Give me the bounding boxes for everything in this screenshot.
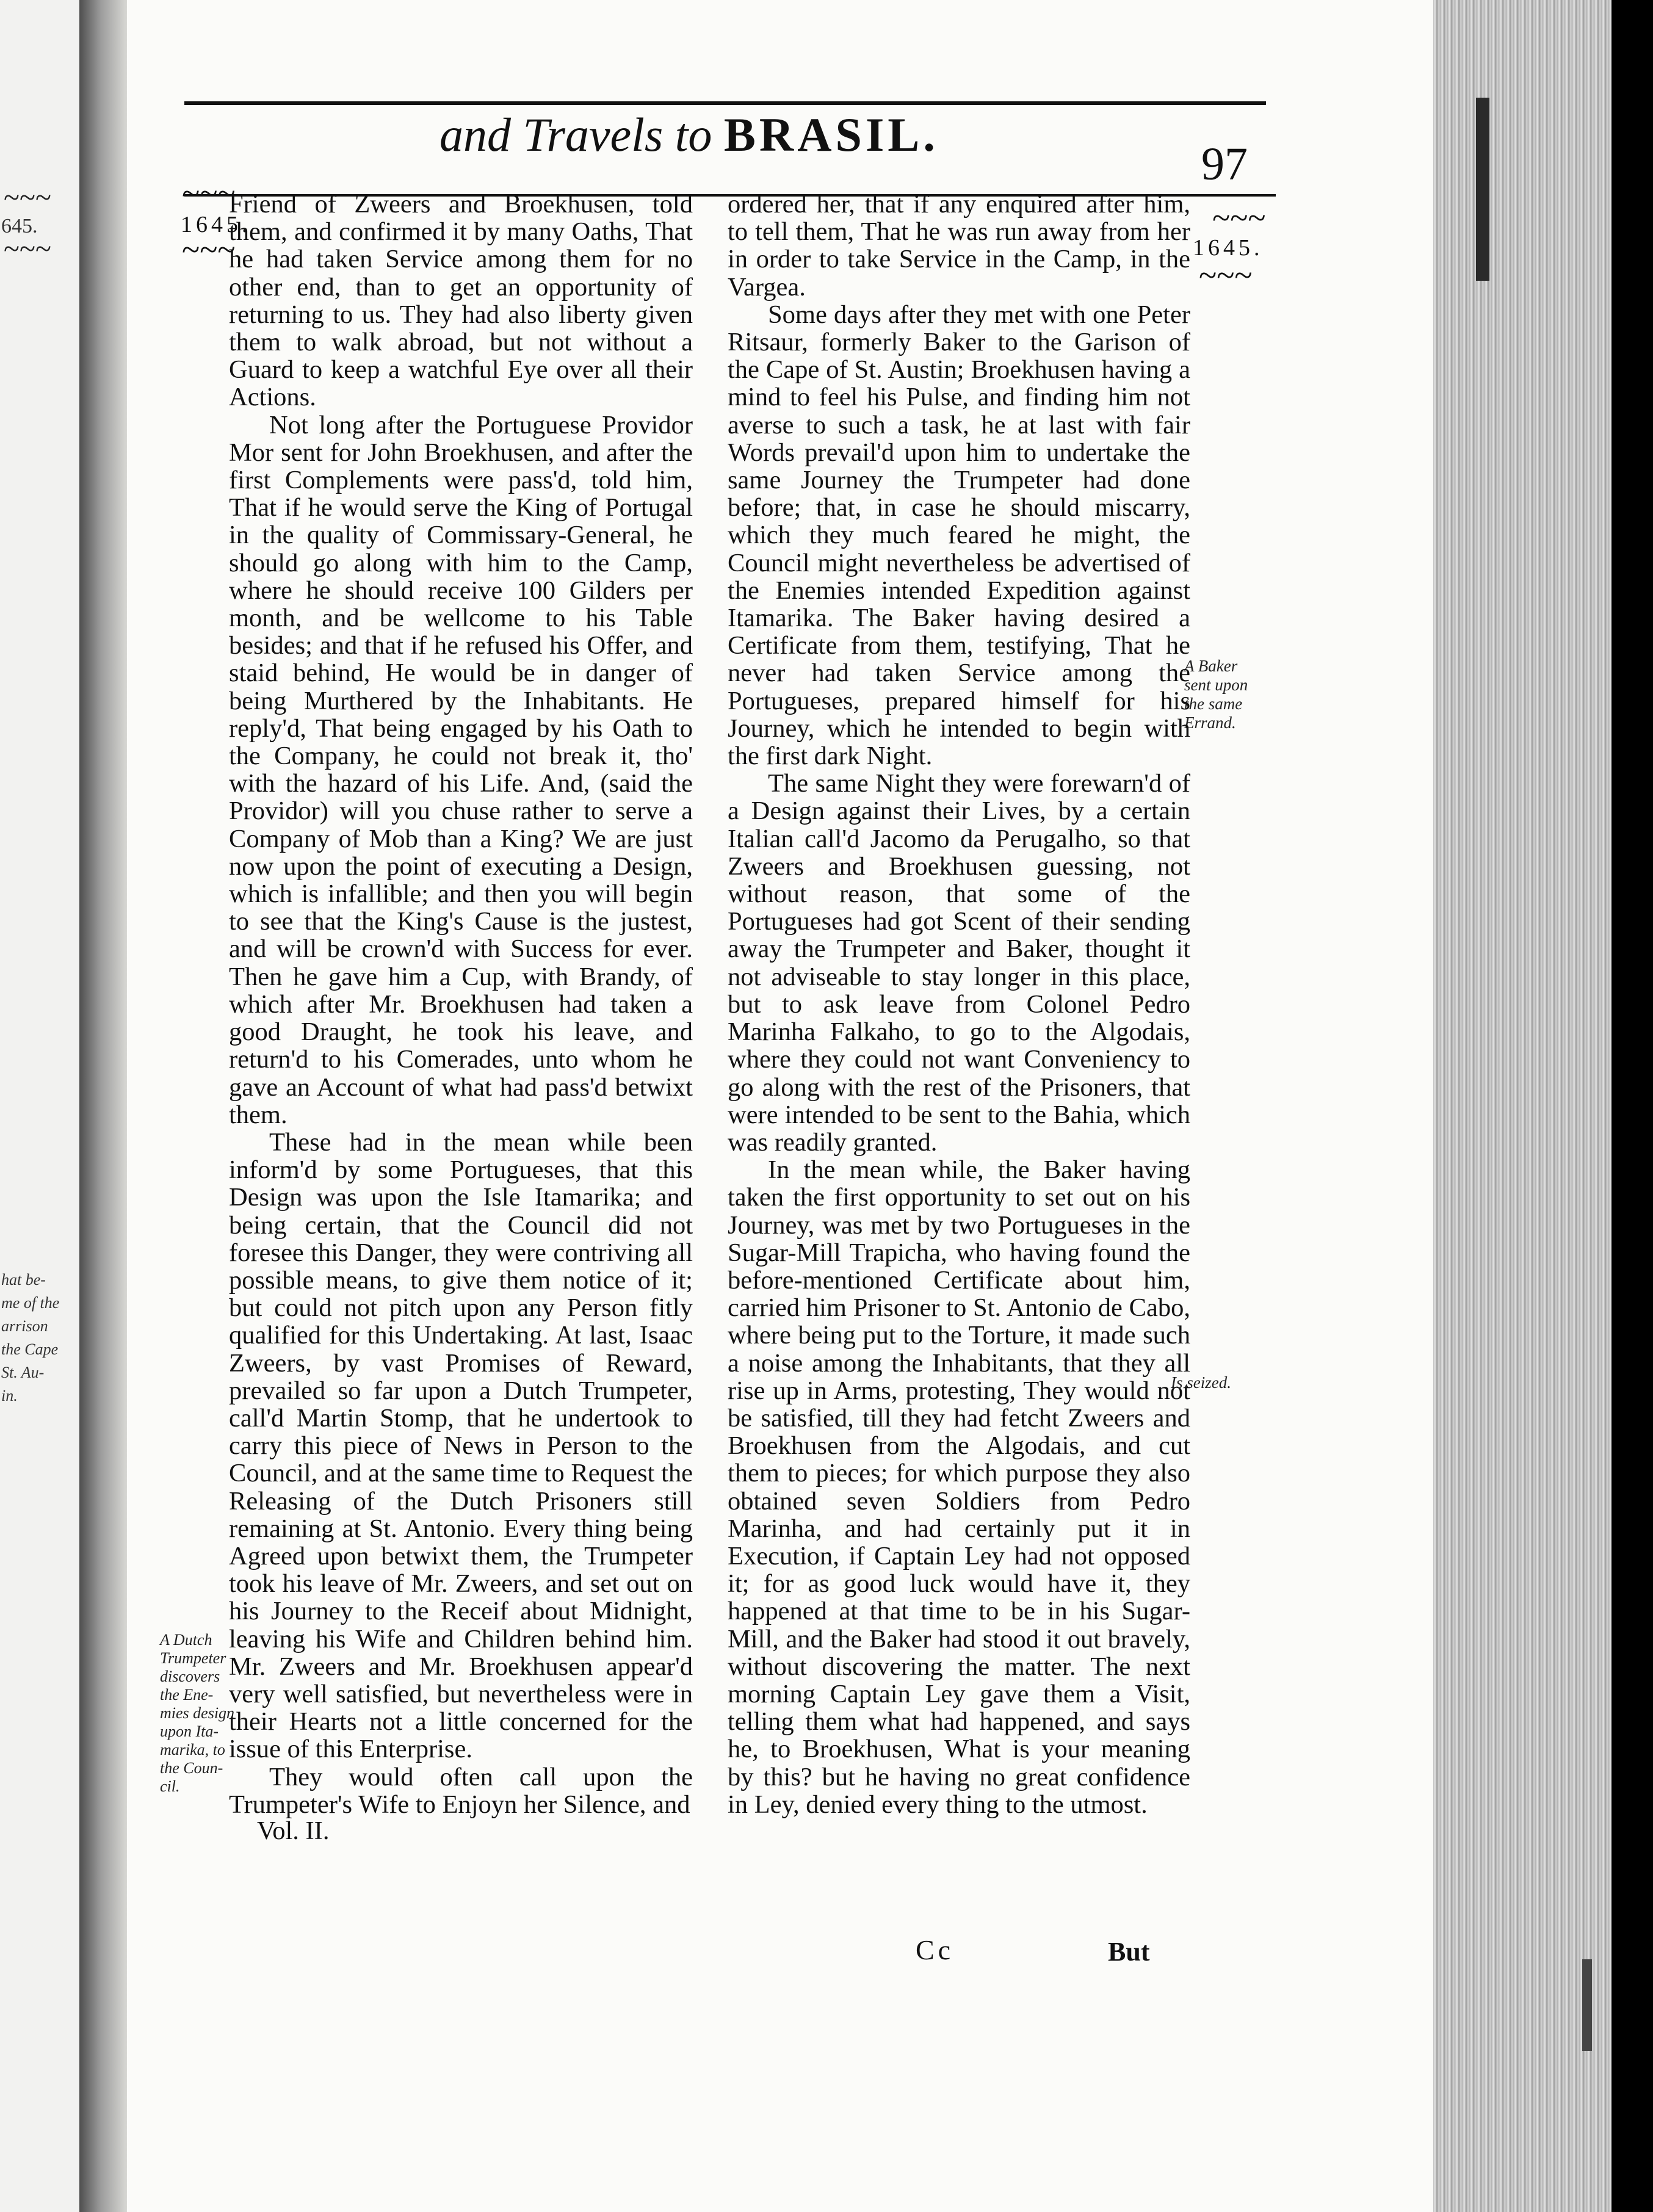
gathering-signature: Cc: [916, 1934, 955, 1965]
prev-page-fragment-6: in.: [1, 1387, 18, 1404]
paragraph: The same Night they were forewarn'd of a Design against their Lives, by a certain Italian call'd Jacomo da Perugalho, so that Zweers and Broekhusen guessing, not without reason, that some of the Portugueses had got Scent of their sending away the Trumpeter and Baker, thought it not adviseable to stay longer in this place, but to ask leave from Colonel Pedro Marinha Falkaho, to go to the Algodais, where they could not want Conveniency to go along with the rest of the Prisoners, that were intended to be sent to the Bahia, which was readily granted.: [728, 769, 1190, 1157]
paragraph: They would often call upon the Trumpeter's Wife to Enjoyn her Silence, and: [229, 1762, 693, 1819]
margin-note-trumpeter: A Dutch Trumpeter discovers the Ene- mies design upon Ita- marika, to the Coun- cil.: [160, 1631, 235, 1795]
margin-year-right: 1645.: [1193, 235, 1264, 261]
paragraph: Not long after the Portuguese Providor Mor sent for John Broekhusen, and after the first Complements were pass'd, told him, That if he would serve the King of Portugal in the quality of Commissary-General, he should go along with him to the Camp, where he should receive 100 Gilders per month, and be wellcome to his Table besides; and that if he refused his Offer, and staid behind, He would be in danger of being Murthered by the Inhabitants. He reply'd, That being engaged by his Oath to the Company, he could not break it, tho' with the hazard of his Life. And, (said the Providor) will you chuse rather to serve a Company of Mob than a King? We are just now upon the point of executing a Design, which is infallible; and then you will begin to see that the King's Cause is the justest, and will be crown'd with Success for ever. Then he gave him a Cup, with Brandy, of which after Mr. Broekhusen had taken a good Draught, he took his leave, and return'd to his Comerades, unto whom he gave an Account of what had pass'd betwixt them.: [229, 410, 693, 1129]
margin-note-baker: A Baker sent upon the same Errand.: [1184, 657, 1248, 732]
paragraph: Some days after they met with one Peter Ritsaur, formerly Baker to the Garison of the Cape of St. Austin; Broekhusen having a mind to feel his Pulse, and finding him not averse to such a task, he at last with fair Words prevail'd upon him to undertake the same Journey the Trumpeter had done before; that, in case he should miscarry, which they much feared he might, the Council might nevertheless be advertised of the Enemies intended Expedition against Itamarika. The Baker having desired a Certificate from them, testifying, That he never had taken Service among the Portugueses, prepared himself for his Journey, which he intended to begin with the first dark Night.: [728, 300, 1190, 771]
prev-page-ornament-2: ~~~: [4, 233, 51, 265]
margin-year-left: 1645.: [181, 212, 251, 237]
running-head-title: BRASIL.: [723, 108, 939, 161]
running-head-prefix: and Travels to: [439, 108, 712, 161]
margin-ornament-left-top: ~~~: [182, 175, 236, 212]
scan-background: [1611, 0, 1653, 2212]
header-rule-top: [184, 101, 1266, 105]
running-head: [439, 107, 939, 162]
prev-page-fragment-4: the Cape: [1, 1340, 59, 1358]
prev-page-fragment-3: arrison: [1, 1317, 48, 1335]
previous-page-edge: [0, 0, 79, 2212]
catchword: But: [1108, 1937, 1150, 1967]
margin-note-seized: Is seized.: [1171, 1373, 1231, 1392]
prev-page-fragment-1: hat be-: [1, 1271, 46, 1289]
margin-ornament-left-bottom: ~~~: [182, 231, 236, 268]
paragraph: These had in the mean while been inform'd by some Portugueses, that this Design was upon the Isle Itamarika; and being certain, that the Council did not foresee this Danger, they were contriving all possible means, to give them notice of it; but could not pitch upon any Person fitly qualified for this Undertaking. At last, Isaac Zweers, by vast Promises of Reward, prevailed so far upon a Dutch Trumpeter, call'd Martin Stomp, that he undertook to carry this piece of News in Person to the Council, and at the same time to Request the Releasing of the Dutch Prisoners still remaining at St. Antonio. Every thing being Agreed upon betwixt them, the Trumpeter took his leave of Mr. Zweers, and set out on his Journey to the Receif about Midnight, leaving his Wife and Children behind him. Mr. Zweers and Mr. Broekhusen appear'd very well satisfied, but nevertheless were in their Hearts not a little concerned for the issue of this Enterprise.: [229, 1127, 693, 1764]
edge-mark: [1476, 98, 1489, 281]
text-column-right: [728, 190, 1190, 1818]
prev-page-fragment-2: me of the: [1, 1294, 60, 1312]
paragraph: Friend of Zweers and Broekhusen, told them, and confirmed it by many Oaths, That he had taken Service among them for no other end, than to get an opportunity of returning to us. They had also liberty given them to walk abroad, but not without a Guard to keep a watchful Eye over all their Actions.: [229, 190, 693, 412]
prev-page-year: 645.: [1, 215, 38, 237]
margin-ornament-right-top: ~~~: [1212, 200, 1266, 236]
edge-mark: [1582, 1959, 1592, 2051]
prev-page-ornament-1: ~~~: [4, 181, 51, 214]
paragraph: ordered her, that if any enquired after him, to tell them, That he was run away from her in order to take Service in the Camp, in the Vargea.: [728, 190, 1190, 302]
page-number: 97: [1201, 139, 1248, 190]
book-gutter: [79, 0, 127, 2212]
paragraph: In the mean while, the Baker having taken the first opportunity to set out on his Journey, was met by two Portugueses in the Sugar-Mill Trapicha, who having found the before-mentioned Certificate about him, carried him Prisoner to St. Antonio de Cabo, where being put to the Torture, it made such a noise among the Inhabitants, that they all rise up in Arms, protesting, They would not be satisfied, till they had fetcht Zweers and Broekhusen from the Algodais, and cut them to pieces; for which purpose they also obtained seven Soldiers from Pedro Marinha, and had certainly put it in Execution, if Captain Ley had not opposed it; for as good luck would have it, they happened at that time to be in his Sugar-Mill, and the Baker had stood it out bravely, without discovering the matter. The next morning Captain Ley gave them a Visit, telling them what had happened, and says he, to Broekhusen, What is your meaning by this? but he having no great confidence in Ley, denied every thing to the utmost.: [728, 1155, 1190, 1819]
margin-ornament-right-bottom: ~~~: [1199, 257, 1253, 294]
volume-signature: Vol. II.: [257, 1816, 330, 1845]
text-column-left: [229, 190, 693, 1845]
page-block-edges: [1433, 0, 1611, 2212]
prev-page-fragment-5: St. Au-: [1, 1364, 45, 1381]
